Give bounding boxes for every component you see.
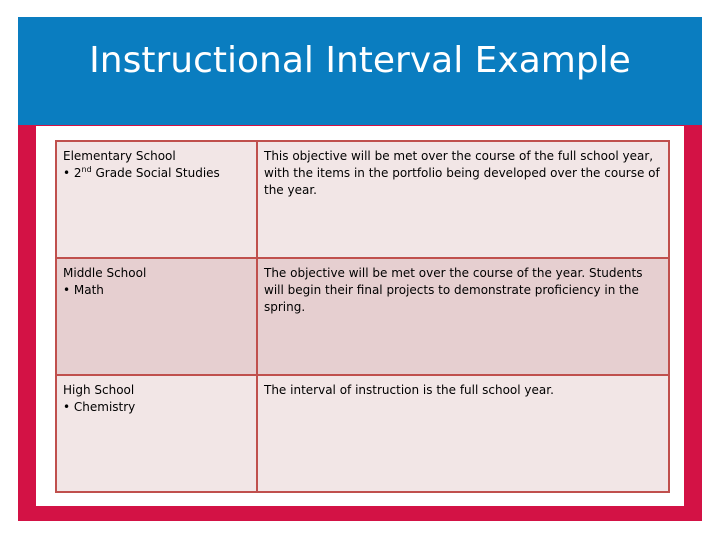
- table-row: [56, 375, 669, 492]
- slide-title: Instructional Interval Example: [89, 40, 631, 81]
- description-text: The interval of instruction is the full school year.: [264, 383, 554, 397]
- description-text: This objective will be met over the course of the full school year, with the items in the portfolio being developed over the course of the year.: [264, 149, 660, 197]
- level-label: Middle School: [63, 266, 147, 280]
- level-cell: [56, 375, 257, 492]
- description-text: The objective will be met over the course of the year. Students will begin their final projects to demonstrate proficiency in the spring.: [264, 266, 643, 314]
- description-cell: [257, 375, 669, 492]
- level-cell: [56, 258, 257, 375]
- subject-label: • 2nd Grade Social Studies: [63, 165, 220, 180]
- level-label: High School: [63, 383, 135, 397]
- description-cell: [257, 141, 669, 258]
- table-row: [56, 141, 669, 258]
- level-cell: [56, 141, 257, 258]
- interval-table: [55, 140, 670, 493]
- description-cell: [257, 258, 669, 375]
- table-row: [56, 258, 669, 375]
- level-label: Elementary School: [63, 149, 176, 163]
- subject-label: • Math: [63, 283, 104, 297]
- subject-label: • Chemistry: [63, 400, 136, 414]
